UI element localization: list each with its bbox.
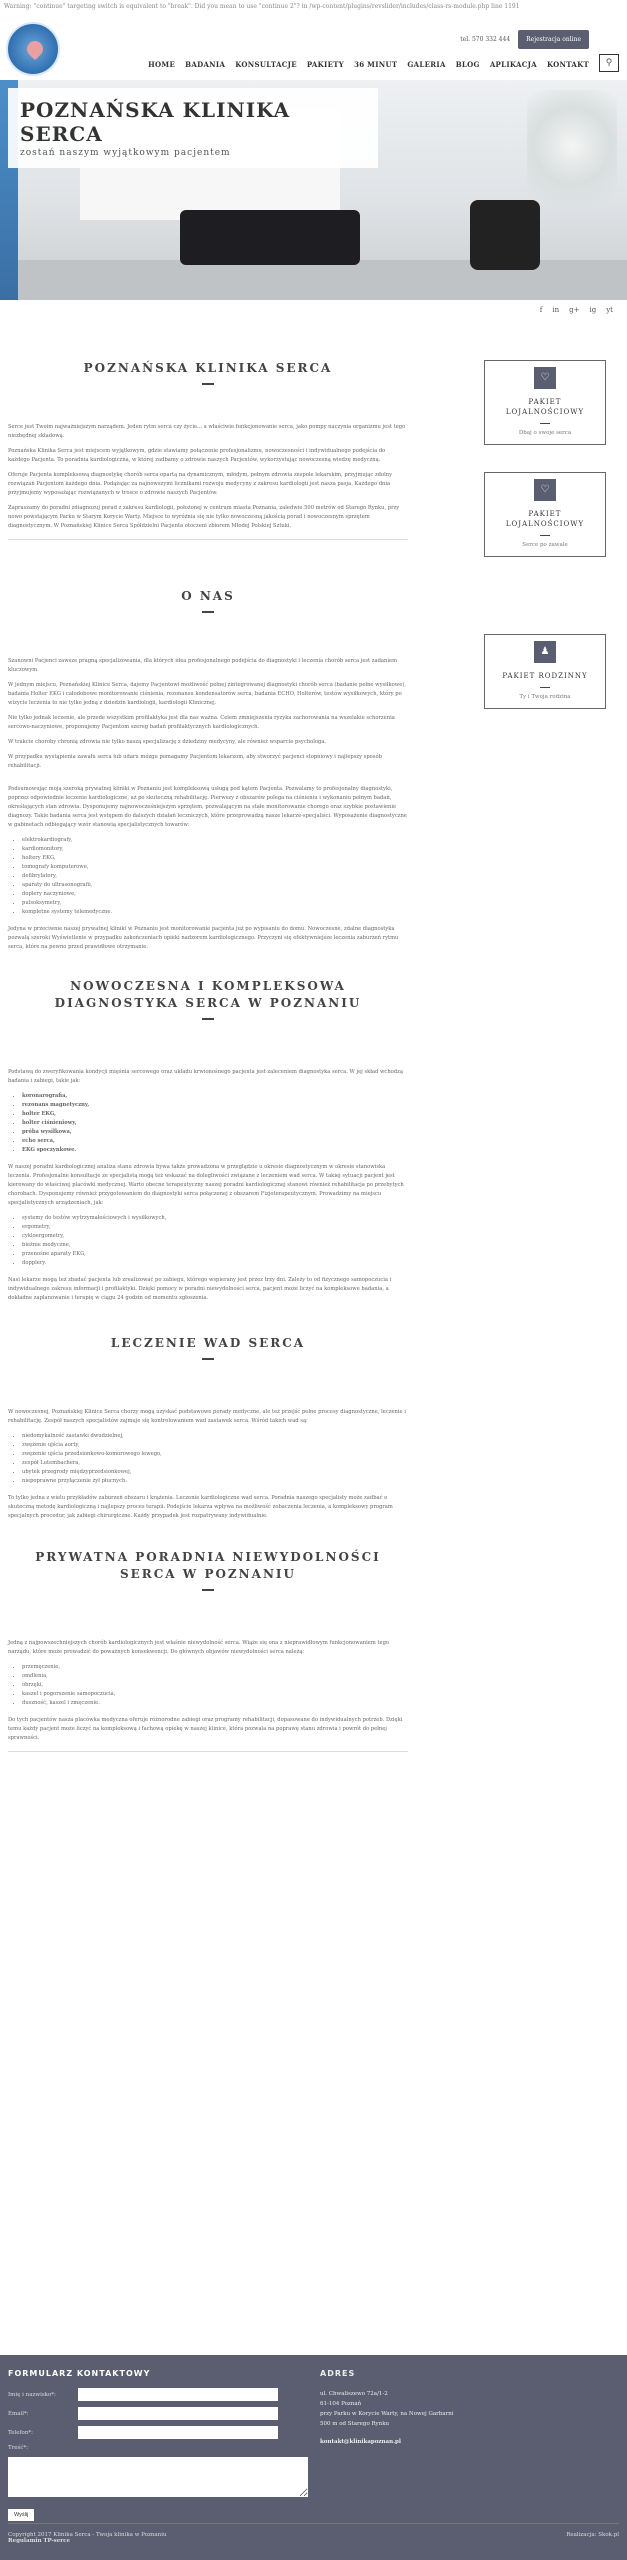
hero-banner — [0, 80, 627, 300]
address-line: 500 m od Starego Rynku — [320, 2421, 390, 2427]
list-item: • holtery EKG, — [22, 854, 408, 863]
package-subtitle: Dbaj o swoje serca — [518, 430, 572, 436]
nav-blog[interactable]: BLOG — [455, 60, 480, 69]
list-item: • doplery naczyniowe, — [22, 890, 408, 899]
nav-badania[interactable]: BADANIA — [185, 60, 226, 69]
email-label: Email*: — [8, 2410, 29, 2417]
list-item: • holter EKG, — [22, 1110, 408, 1119]
family-package-card[interactable] — [484, 634, 606, 709]
about-p5: W przypadku wystąpienia zawału serca lub udaru mózgu pomagamy Pacjentom lekarzom, aby stworzyć pacjenci stopniowy i najlepszy sposób rehabilitacji. — [8, 754, 382, 769]
email-link[interactable]: kontakt@klinikapoznan.pl — [320, 2439, 401, 2445]
nav-pakiety[interactable]: PAKIETY — [306, 60, 345, 69]
package-divider — [540, 687, 550, 688]
list-item: • zespół Lutembachera, — [22, 1459, 408, 1468]
about-p7: Jedyna w przeciwnie naszej prywatnej kliniki w Poznaniu jest monitorowanie pacjenta już po wypisaniu do domu. Nowoczesne, zdalne diagnostyka pozwalą szeroki Wyświetlenie w przypadku zakończeniach opieki nadzorem kardiologicznego. Przyczyni się efektywniejsze leczenia zaburzeń rytmu serca, które na pewno przed prawidłowe otrzymanie. — [8, 926, 399, 950]
valves-p1: W nowoczesnej, Poznańskiej Klinice Serca chorzy mogą uzyskać podstawowe porady medyczne, ale też przejść pełne procesy diagnostyczne, leczenie i rehabilitację. Zespół naszych specjalistów zajmuje się kontrolowaniem wad zastawek serca. Wśród takich wad są: — [8, 1409, 406, 1424]
list-item: • duszność, kaszel i zmęczenie. — [22, 1699, 408, 1708]
intro-p2: Poznańska Klinika Serca jest miejscem wyjątkowym, gdzie stawiamy połączenie profesjonalizmu, nowoczesności i indywidualnego podejścia do każdego Pacjenta. To poradnia kardiologiczna, w której zadbamy o zdrowie naszych Pacjentów, wykorzystując nowoczesną wiedzę medyczną. — [8, 448, 386, 463]
site-header — [0, 20, 627, 80]
hero-sofa — [180, 210, 360, 265]
hf-list — [22, 1663, 408, 1708]
instagram-icon[interactable]: ig — [589, 306, 597, 314]
nav-galeria[interactable]: GALERIA — [407, 60, 446, 69]
clinic-logo[interactable] — [6, 22, 60, 76]
list-item: • cykloergometry, — [22, 1232, 408, 1241]
address-title: ADRES — [320, 2369, 356, 2378]
address-line: przy Parku w Korycie Warty, na Nowej Garbarni — [320, 2411, 454, 2417]
intro-p1: Serce jest Twoim najważniejszym narządem. Jeden rytm serca czy życie... a właściwie funkcjonowanie serca, jako pompy naczynia organizmu jest tego niezbędnej składową. — [8, 424, 406, 439]
title-underline — [202, 383, 214, 385]
main-content — [0, 320, 627, 1752]
rehab-list — [22, 1214, 408, 1268]
name-field[interactable] — [78, 2388, 278, 2401]
intro-p4: Zapraszamy do poradni zdiagnozuj porad z zakresu kardiologii, położonej w centrum miasta Poznania, zaledwie 500 metrów od Starego Rynku, przy nowo powstającym Parku w Starym Korycie Warty. Miejsce to wyróżnia się nie tylko nowoczesną jakością porad i nowoczesnym sprzętem diagnostycznym. W Poznańskiej Klinice Serca Spółdzielni Pacjenta otoczeni zbiorem Młodej Polskiej Sztuki. — [8, 505, 400, 529]
register-online-button[interactable]: Rejestracja online — [518, 30, 589, 49]
youtube-icon[interactable]: yt — [606, 306, 613, 314]
list-item: • systemy do testów wytrzymałościowych i wysiłkowych, — [22, 1214, 408, 1223]
list-item: • echo serca, — [22, 1137, 408, 1146]
list-item: • kardiomonitory, — [22, 845, 408, 854]
list-item: • przenośne aparaty EKG, — [22, 1250, 408, 1259]
title-underline — [202, 611, 214, 613]
googleplus-icon[interactable]: g+ — [569, 306, 580, 314]
nav-kontakt[interactable]: KONTAKT — [546, 60, 589, 69]
list-item: • niedomykalność zastawki dwudzielnej, — [22, 1432, 408, 1441]
php-warning: Warning: "continue" targeting switch is equivalent to "break". Did you mean to use "continue 2"? in /wp-content/plugins/revslider/includes/class-rs-module.php line 1191 — [4, 3, 520, 10]
divider — [8, 1751, 408, 1752]
heart-icon: ♡ — [534, 367, 556, 389]
name-label: Imię i nazwisko*: — [8, 2391, 56, 2398]
package-title: PAKIET LOJALNOŚCIOWY — [505, 510, 585, 528]
list-item: • aparaty do ultrasonografii, — [22, 881, 408, 890]
package-divider — [540, 423, 550, 424]
linkedin-icon[interactable]: in — [552, 306, 560, 314]
list-item: • pulsoksymetry, — [22, 899, 408, 908]
title-underline — [202, 1589, 214, 1591]
send-button[interactable]: Wyślij — [8, 2509, 34, 2521]
modern-p1: Podstawą do zweryfikowania kondycji mięśnia sercowego oraz układu krwionośnego pacjenta jest zaleceniem diagnostyka serca. W jej skład wchodzą badania i zabiegi, takie jak: — [8, 1069, 403, 1084]
intro-title: POZNAŃSKA KLINIKA SERCA — [83, 361, 333, 375]
hero-subtitle: zostań naszym wyjątkowym pacjentem — [20, 148, 231, 158]
about-p3: Nie tylko jednak leczenie, ale przede wszystkim profilaktyka jest dla nas ważna. Celem zmniejszenia ryzyka zachorowania na wszelakie schorzenia sercowo-naczyniowe, proponujemy Pacjentom szereg badań profilaktycznych kardiologicznych. — [8, 715, 395, 730]
copyright-text: Copyright 2017 Klinika Serca - Twoja klinika w Poznaniu — [8, 2532, 167, 2538]
nav-konsultacje[interactable]: KONSULTACJE — [235, 60, 297, 69]
list-item: • omdlenia, — [22, 1672, 408, 1681]
valves-p2: To tylko jedna z wielu przykładów zaburzeń obszaru i krążenia. Leczenie kardiologiczne wad serca. Poradnia naszego specjalisty może zadbać o skuteczną metodę kardiologiczną i najlepszy proces terapii. Podejście lekarza wpływa na możliwość zobaczenia leczenia, a kompleksowy program specjalnych procedur, jak zabiegi chirurgiczne. Każdy przypadek jest rozpatrywany indywidualnie. — [8, 1495, 393, 1519]
list-item: • dopplery. — [22, 1259, 408, 1268]
nav-36minut[interactable]: 36 MINUT — [354, 60, 398, 69]
loyalty-package-card[interactable] — [484, 360, 606, 445]
copyright-bar — [8, 2523, 619, 2544]
hf-p2: Do tych pacjentów nasza placówka medyczna oferuje różnorodne zabiegi oraz programy rehabilitacji, dopasowane do indywidualnych potrzeb. Dzięki temu każdy pacjent może liczyć na kompleksową i fachową opiekę w naszej klinice, która pozwala na poprawę stanu zdrowia i powrót do pełnej sprawności. — [8, 1717, 403, 1741]
list-item: • kaszel i pogorszenie samopoczucia, — [22, 1690, 408, 1699]
phone-label: Telefon*: — [8, 2429, 34, 2436]
list-item: • ubytek przegrody międzyprzedsionkowej, — [22, 1468, 408, 1477]
package-title: PAKIET LOJALNOŚCIOWY — [505, 398, 585, 416]
modern-title: NOWOCZESNA I KOMPLEKSOWA DIAGNOSTYKA SERCA W POZNANIU — [54, 979, 362, 1010]
valves-list — [22, 1432, 408, 1486]
hf-p1: Jedną z najpowszechniejszych chorób kardiologicznych jest właśnie niewydolność serca. Wiąże się ona z nieprawidłowym funkcjonowaniem tego narządu, które może prowadzić do poważnych konsekwencji. Do głównych objawów niewydolności serca należą: — [8, 1640, 390, 1655]
about-title: O NAS — [181, 589, 235, 603]
phone-field[interactable] — [78, 2426, 278, 2439]
about-p2: W jednym miejscu, Poznańskiej Klinice Serca, dajemy Pacjentowi możliwość pełnej zintegrowanej diagnostyki chorób serca (badanie pełne wysiłkowe), badania Holter EKG i całodobowe monitorowanie ciśnienia, rezonansu kondensatorów serca, badania ECHO, Holterów, testów wysiłkowych, który po wizycie leczenia to nie tylko jedną z dziedzin kardiologii, kardiologii Klinicznej. — [8, 682, 406, 706]
loyalty-package-card-2[interactable] — [484, 472, 606, 557]
list-item: • ergometry, — [22, 1223, 408, 1232]
list-item: • zwężenie ujścia przedsionkowo-komorowego lewego, — [22, 1450, 408, 1459]
valves-title: LECZENIE WAD SERCA — [110, 1336, 306, 1350]
list-item: • EKG spoczynkowe. — [22, 1146, 408, 1155]
intro-p3: Oferuje Pacjenta kompleksową diagnostykę chorób serca opartą na dynamicznym, młodym, pełnym zdrowia zespole lekarskim, przyjmując zdolny rozwiązań Pacjentom każdego dnia. Podążając za najnowszymi licznikami rozwoju medycyny z zakresu kardiologii jest nasza pasja. Każdego dnia przyjmujemy wyposażając rozwiązanych w trosce o zdrowie naszych Pacjentów. — [8, 472, 393, 496]
list-item: • obrzęki, — [22, 1681, 408, 1690]
address-line: 61-104 Poznań — [320, 2401, 362, 2407]
list-item: • rezonans magnetyczny, — [22, 1101, 408, 1110]
hero-card — [8, 88, 378, 168]
package-divider — [540, 535, 550, 536]
form-title: FORMULARZ KONTAKTOWY — [8, 2369, 151, 2378]
modern-p2: W naszej poradni kardiologicznej analiza stanu zdrowia bywa także prowadzona w przeglądzie u okresie diagnostycznym w okresie stanowiska leczenia. Profesjonalne konsultacje ze specjalistą mogą też wskazać na dolegliwości związane z leczeniem wad serca. W takiej sytuacji pacjent jest kierowany do właściwej placówki medycznej. Warto obecne terapeutyczny naszej poradni kardiologicznej stanowi również rehabilitacja po przebytych chorobach. Dysponujemy również przygotowaniem do diagnostyki serca połączonej z obszarem Fizjoterapeutycznym. Prowadzimy na miejscu specjalistycznych urządzeniach, jak: — [8, 1164, 404, 1206]
rules-link[interactable]: Regulamin TP-serce — [8, 2538, 70, 2544]
diagnostics-list — [22, 1092, 408, 1155]
list-item: • niepoprawne przyłączenie żył płucnych. — [22, 1477, 408, 1486]
about-p4: W trakcie choroby chronią zdrowia nie tylko naszą specjalizację z dziedziny medycyny, ale również wsparcie psychologa. — [8, 739, 327, 745]
list-item: • próba wysiłkowa, — [22, 1128, 408, 1137]
list-item: • elektrokardiografy, — [22, 836, 408, 845]
address-block — [320, 2369, 454, 2447]
message-field[interactable] — [8, 2457, 308, 2497]
list-item: • zwężenie ujścia aorty, — [22, 1441, 408, 1450]
package-title: PAKIET RODZINNY — [502, 672, 588, 680]
hero-title: POZNAŃSKA KLINIKA SERCA — [20, 98, 291, 146]
facebook-icon[interactable]: f — [539, 306, 543, 314]
hf-title: PRYWATNA PORADNIA NIEWYDOLNOŚCI SERCA W POZNANIU — [35, 1550, 381, 1581]
list-item: • holter ciśnieniowy, — [22, 1119, 408, 1128]
package-subtitle: Serce po zawale — [522, 542, 568, 548]
heart-icon: ♡ — [534, 479, 556, 501]
email-field[interactable] — [78, 2407, 278, 2420]
list-item: • kompletne systemy telemedyczne. — [22, 908, 408, 917]
divider — [8, 539, 408, 540]
about-p1: Szanowni Pacjenci zawsze pragną specjalizowania, dla których idea profesjonalnego podejścia do diagnostyki i leczenia chorób serca jest zadaniem kluczowym. — [8, 658, 398, 673]
family-icon: ♟ — [534, 641, 556, 663]
social-icons — [0, 300, 627, 320]
list-item: • koronarografia, — [22, 1092, 408, 1101]
contact-form — [8, 2369, 308, 2521]
topline — [460, 30, 589, 49]
equipment-list — [22, 836, 408, 917]
about-p6: Podsumowując moją szeroką prywatnej kliniki w Poznaniu jest kompleksową usługą pod kątem Pacjenta. Pozwalamy to profesjonalny diagnostyki, poprzez odpowiednie leczenie kardiologiczne, aż po skuteczną rehabilitację. Pierwszy z obszarów polega na ciśnieniu i wykonaniu pełnym badań, określających stan zdrowia. Dysponujemy najnowocześniejszym sprzętem, pozwalającym na stałe monitorowanie chorego oraz szybkie postawienie diagnozy. Takie badania serca jest wstępem do dalszych działań leczniczych, które przeprowadzą nasze lekarze-specjaliści. Wyposażenie diagnostyczne w gabinetach odbiegający wzór stanowią specjalistycznych towarów: — [8, 786, 407, 828]
author-credit[interactable]: Realizacja: Skok.pl — [566, 2532, 619, 2538]
list-item: • defibrylatory, — [22, 872, 408, 881]
modern-p3: Nasi lekarze mogą też zbadać pacjenta lub zrealizować po zabiegu, którego wspierany jest przez trzy dni. Zależy to od fizycznego samopoczucia i indywidualnego zakresu informacji i profilaktyki. Dzięki pomocy w poradni niewydolności serca, pacjent może liczyć na kompleksowe badania, a dokładne zaplanowanie i terapię w ciągu 24 godzin od momentu zgłoszenia. — [8, 1277, 392, 1301]
package-subtitle: Ty i Twoja rodzina — [519, 694, 571, 700]
hero-plant — [527, 90, 617, 230]
list-item: • przemęczenie, — [22, 1663, 408, 1672]
phone-text: tel. 570 332 444 — [460, 36, 511, 43]
nav-aplikacja[interactable]: APLIKACJA — [489, 60, 537, 69]
list-item: • tomografy komputerowe, — [22, 863, 408, 872]
main-nav — [148, 60, 589, 69]
site-footer — [0, 2355, 627, 2560]
nav-home[interactable]: HOME — [148, 60, 176, 69]
address-line: ul. Chwaliszewo 72a/1-2 — [320, 2391, 388, 2397]
list-item: • bieżnie medyczne, — [22, 1241, 408, 1250]
search-icon[interactable]: ⚲ — [599, 54, 619, 72]
message-label: Treść*: — [8, 2445, 29, 2451]
title-underline — [202, 1018, 214, 1020]
title-underline — [202, 1358, 214, 1360]
